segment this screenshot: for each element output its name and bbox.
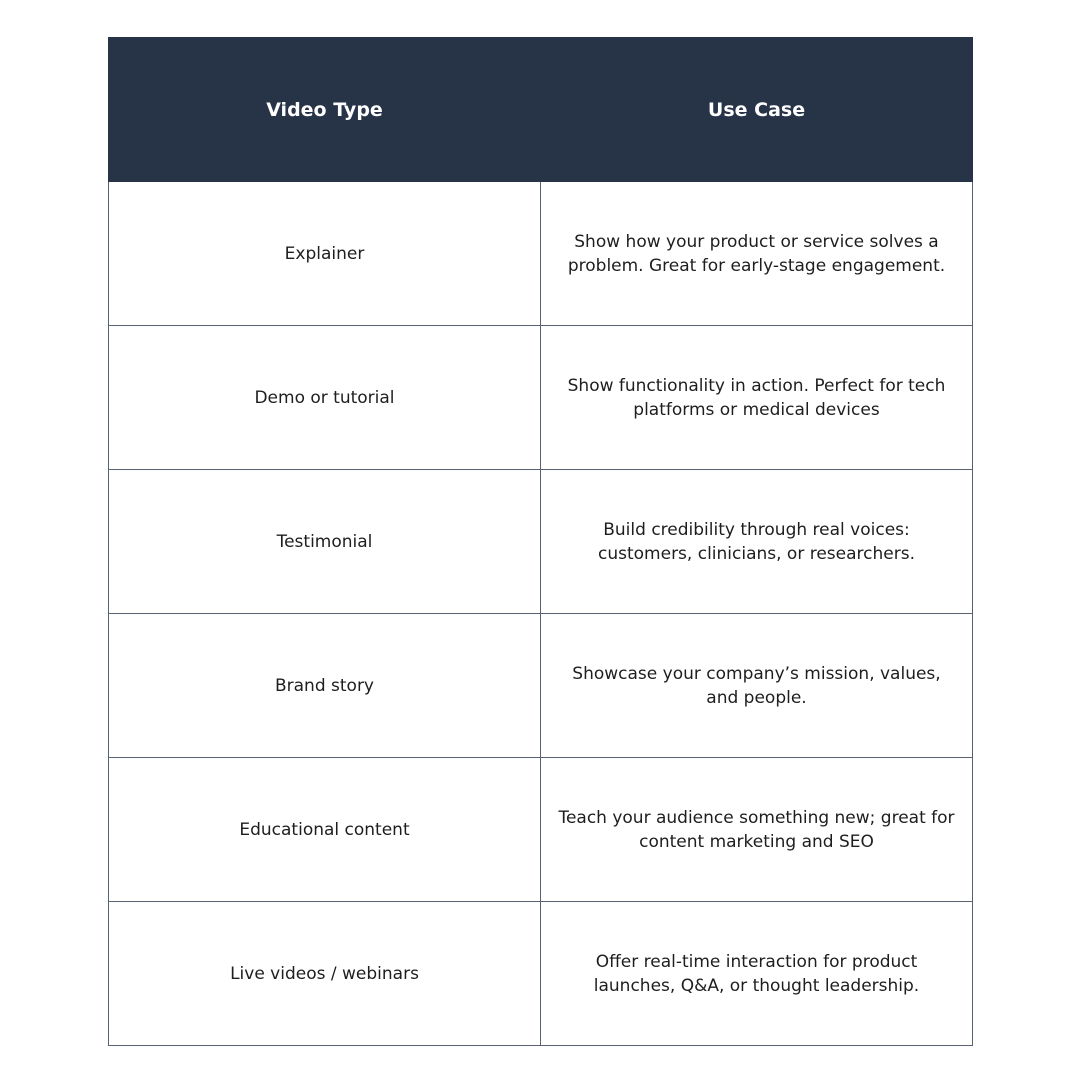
video-type-cell: Explainer: [109, 182, 541, 326]
video-types-table: [108, 37, 973, 1046]
use-case-cell: Offer real-time interaction for product launches, Q&A, or thought leadership.: [541, 902, 973, 1046]
header-video-type: Video Type: [109, 38, 541, 182]
video-type-cell: Live videos / webinars: [109, 902, 541, 1046]
video-type-cell: Educational content: [109, 758, 541, 902]
use-case-cell: Build credibility through real voices: customers, clinicians, or researchers.: [541, 470, 973, 614]
table-row: [109, 758, 973, 902]
video-type-cell: Testimonial: [109, 470, 541, 614]
table-row: [109, 614, 973, 758]
table-row: [109, 326, 973, 470]
video-type-cell: Demo or tutorial: [109, 326, 541, 470]
table-header-row: [109, 38, 973, 182]
use-case-cell: Show functionality in action. Perfect for tech platforms or medical devices: [541, 326, 973, 470]
use-case-cell: Showcase your company’s mission, values, and people.: [541, 614, 973, 758]
video-type-cell: Brand story: [109, 614, 541, 758]
use-case-cell: Show how your product or service solves a problem. Great for early-stage engagement.: [541, 182, 973, 326]
table-row: [109, 470, 973, 614]
header-use-case: Use Case: [541, 38, 973, 182]
use-case-cell: Teach your audience something new; great for content marketing and SEO: [541, 758, 973, 902]
table-row: [109, 902, 973, 1046]
table-row: [109, 182, 973, 326]
